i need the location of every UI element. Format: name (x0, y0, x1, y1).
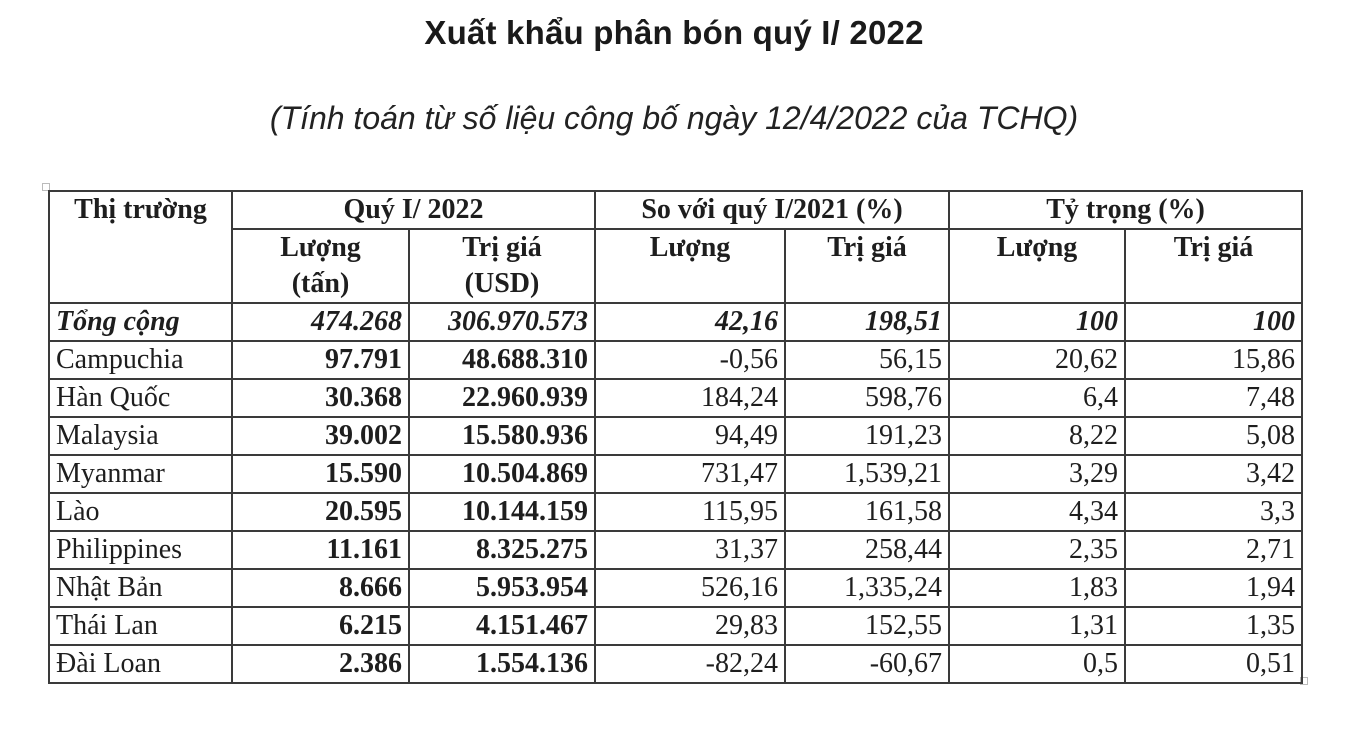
column-header-line1: Trị giá (827, 232, 907, 263)
cell-total-volume-change: 42,16 (595, 303, 785, 341)
page-subtitle: (Tính toán từ số liệu công bố ngày 12/4/2022 của TCHQ) (269, 100, 1079, 136)
row-market-name: Thái Lan (49, 607, 232, 645)
cell-volume: 30.368 (232, 379, 409, 417)
page-title: Xuất khẩu phân bón quý I/ 2022 (424, 14, 924, 51)
column-header-volume-share (949, 229, 1125, 303)
column-header-line2: (tấn) (291, 268, 350, 299)
row-name-total: Tổng cộng (49, 303, 232, 341)
cell-value: 5.953.954 (409, 569, 595, 607)
row-market-name: Campuchia (49, 341, 232, 379)
cell-volume-change: 184,24 (595, 379, 785, 417)
table-row (49, 607, 1302, 645)
cell-volume-change: 94,49 (595, 417, 785, 455)
column-group-vs-q1-2021: So với quý I/2021 (%) (595, 191, 949, 229)
cell-volume-share: 8,22 (949, 417, 1125, 455)
cell-value-share: 3,3 (1125, 493, 1302, 531)
cell-volume: 6.215 (232, 607, 409, 645)
row-market-name: Philippines (49, 531, 232, 569)
header-row-sub (49, 229, 1302, 303)
cell-value-change: 56,15 (785, 341, 949, 379)
column-group-q1-2022: Quý I/ 2022 (232, 191, 595, 229)
cell-volume: 39.002 (232, 417, 409, 455)
cell-volume-change: 31,37 (595, 531, 785, 569)
column-header-line1: Lượng (280, 232, 361, 263)
cell-value: 8.325.275 (409, 531, 595, 569)
cell-value: 48.688.310 (409, 341, 595, 379)
cell-total-volume-share: 100 (949, 303, 1125, 341)
cell-volume-change: -82,24 (595, 645, 785, 683)
cell-volume-share: 4,34 (949, 493, 1125, 531)
column-header-value-change (785, 229, 949, 303)
cell-volume-share: 1,83 (949, 569, 1125, 607)
row-market-name: Myanmar (49, 455, 232, 493)
row-market-name: Malaysia (49, 417, 232, 455)
column-header-market: Thị trường (49, 191, 232, 303)
cell-value-share: 7,48 (1125, 379, 1302, 417)
column-header-line1: Trị giá (1173, 232, 1254, 263)
table-row (49, 493, 1302, 531)
cell-volume: 2.386 (232, 645, 409, 683)
cell-value-change: 191,23 (785, 417, 949, 455)
cell-value-share: 15,86 (1125, 341, 1302, 379)
cell-total-value: 306.970.573 (409, 303, 595, 341)
cell-volume-share: 2,35 (949, 531, 1125, 569)
column-header-line2: (USD) (464, 268, 540, 299)
cell-value-change: 258,44 (785, 531, 949, 569)
cell-volume-change: 526,16 (595, 569, 785, 607)
table-row (49, 645, 1302, 683)
cell-volume-change: 731,47 (595, 455, 785, 493)
table-row (49, 341, 1302, 379)
column-group-share: Tỷ trọng (%) (949, 191, 1302, 229)
cell-total-value-change: 198,51 (785, 303, 949, 341)
table-row (49, 417, 1302, 455)
cell-total-volume: 474.268 (232, 303, 409, 341)
cell-volume: 8.666 (232, 569, 409, 607)
table-row (49, 455, 1302, 493)
cell-value: 1.554.136 (409, 645, 595, 683)
cell-volume: 20.595 (232, 493, 409, 531)
cell-volume-share: 0,5 (949, 645, 1125, 683)
cell-value-share: 1,94 (1125, 569, 1302, 607)
column-header-volume-change (595, 229, 785, 303)
table-row (49, 379, 1302, 417)
cell-value-share: 0,51 (1125, 645, 1302, 683)
cell-value-change: 152,55 (785, 607, 949, 645)
cell-volume-share: 20,62 (949, 341, 1125, 379)
cell-value: 15.580.936 (409, 417, 595, 455)
export-table-container (48, 190, 1301, 684)
row-market-name: Nhật Bản (49, 569, 232, 607)
cell-volume: 97.791 (232, 341, 409, 379)
cell-value-share: 1,35 (1125, 607, 1302, 645)
cell-volume-change: 115,95 (595, 493, 785, 531)
cell-value: 10.144.159 (409, 493, 595, 531)
cell-volume: 11.161 (232, 531, 409, 569)
table-row (49, 531, 1302, 569)
table-body (49, 303, 1302, 683)
header-row-groups (49, 191, 1302, 229)
column-header-value-share (1125, 229, 1302, 303)
cell-value: 22.960.939 (409, 379, 595, 417)
cell-value-share: 5,08 (1125, 417, 1302, 455)
table-row (49, 569, 1302, 607)
cell-volume-share: 6,4 (949, 379, 1125, 417)
column-header-line1: Lượng (996, 232, 1078, 263)
cell-value-change: -60,67 (785, 645, 949, 683)
cell-volume-change: 29,83 (595, 607, 785, 645)
table-row-total (49, 303, 1302, 341)
cell-volume: 15.590 (232, 455, 409, 493)
cell-value-change: 1,335,24 (785, 569, 949, 607)
cell-value: 4.151.467 (409, 607, 595, 645)
column-header-value-usd (409, 229, 595, 303)
cell-value-share: 3,42 (1125, 455, 1302, 493)
cell-volume-share: 1,31 (949, 607, 1125, 645)
column-header-line1: Lượng (649, 232, 731, 263)
cell-value: 10.504.869 (409, 455, 595, 493)
row-market-name: Lào (49, 493, 232, 531)
cell-volume-share: 3,29 (949, 455, 1125, 493)
column-header-volume-tons (232, 229, 409, 303)
cell-value-change: 161,58 (785, 493, 949, 531)
cell-total-value-share: 100 (1125, 303, 1302, 341)
cell-value-change: 1,539,21 (785, 455, 949, 493)
cell-volume-change: -0,56 (595, 341, 785, 379)
column-header-line1: Trị giá (462, 232, 542, 263)
cell-value-share: 2,71 (1125, 531, 1302, 569)
fertilizer-export-table (48, 190, 1303, 684)
row-market-name: Đài Loan (49, 645, 232, 683)
cell-value-change: 598,76 (785, 379, 949, 417)
row-market-name: Hàn Quốc (49, 379, 232, 417)
